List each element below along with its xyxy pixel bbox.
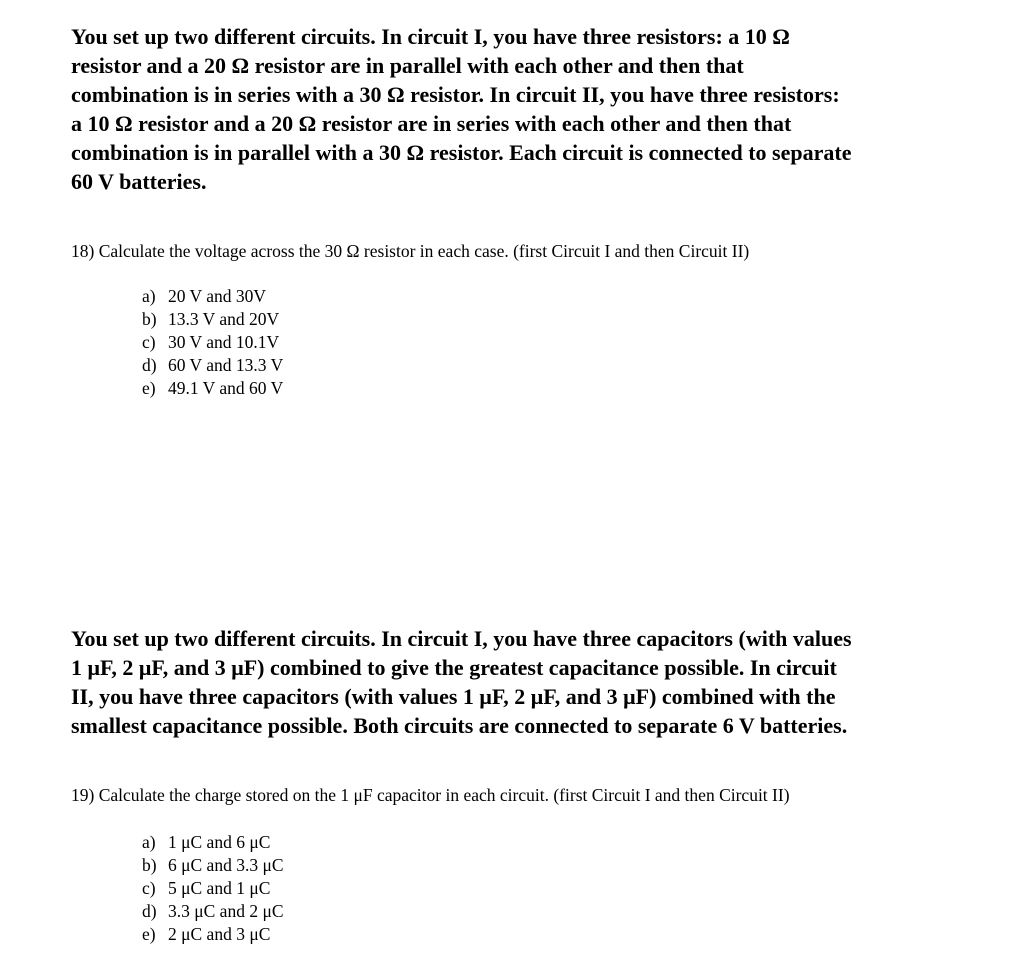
choice-letter: b) — [142, 855, 157, 875]
choice-item[interactable] — [142, 923, 284, 946]
choice-letter: a) — [142, 832, 156, 852]
choice-item[interactable] — [142, 308, 283, 331]
choice-letter: e) — [142, 924, 156, 944]
question-19 — [71, 784, 790, 806]
choice-item[interactable] — [142, 331, 283, 354]
question-18-text: 18) Calculate the voltage across the 30 Ω resistor in each case. (first Circuit I and then Circuit II) — [71, 241, 750, 261]
prompt-line: combination is in series with a 30 Ω resistor. In circuit II, you have three resistors: — [71, 82, 840, 107]
choice-text: 13.3 V and 20V — [168, 309, 280, 329]
question-19-text: 19) Calculate the charge stored on the 1 μF capacitor in each circuit. (first Circuit I and then Circuit II) — [71, 785, 790, 805]
choice-item[interactable] — [142, 854, 284, 877]
choice-text: 3.3 μC and 2 μC — [168, 901, 284, 921]
choice-text: 30 V and 10.1V — [168, 332, 280, 352]
prompt-line: II, you have three capacitors (with values 1 μF, 2 μF, and 3 μF) combined with the — [71, 684, 836, 709]
choice-item[interactable] — [142, 377, 283, 400]
choice-text: 2 μC and 3 μC — [168, 924, 271, 944]
choice-item[interactable] — [142, 285, 283, 308]
choice-letter: e) — [142, 378, 156, 398]
choice-text: 1 μC and 6 μC — [168, 832, 271, 852]
choice-letter: d) — [142, 355, 157, 375]
prompt-line: You set up two different circuits. In circuit I, you have three capacitors (with values — [71, 626, 852, 651]
choice-text: 20 V and 30V — [168, 286, 267, 306]
prompt-line: resistor and a 20 Ω resistor are in parallel with each other and then that — [71, 53, 744, 78]
choice-letter: c) — [142, 332, 156, 352]
prompt-line: a 10 Ω resistor and a 20 Ω resistor are in series with each other and then that — [71, 111, 792, 136]
question-19-choices — [142, 831, 284, 946]
problem-2-prompt — [71, 624, 852, 740]
choice-item[interactable] — [142, 877, 284, 900]
prompt-line: 1 μF, 2 μF, and 3 μF) combined to give the greatest capacitance possible. In circuit — [71, 655, 837, 680]
question-18-choices — [142, 285, 283, 400]
prompt-line: You set up two different circuits. In circuit I, you have three resistors: a 10 Ω — [71, 24, 790, 49]
choice-text: 49.1 V and 60 V — [168, 378, 284, 398]
choice-item[interactable] — [142, 831, 284, 854]
question-18 — [71, 240, 749, 262]
choice-letter: c) — [142, 878, 156, 898]
choice-text: 6 μC and 3.3 μC — [168, 855, 284, 875]
choice-letter: b) — [142, 309, 157, 329]
prompt-line: smallest capacitance possible. Both circuits are connected to separate 6 V batteries. — [71, 713, 848, 738]
choice-text: 60 V and 13.3 V — [168, 355, 284, 375]
choice-letter: d) — [142, 901, 157, 921]
choice-text: 5 μC and 1 μC — [168, 878, 271, 898]
choice-letter: a) — [142, 286, 156, 306]
problem-1-prompt — [71, 22, 851, 196]
choice-item[interactable] — [142, 354, 283, 377]
prompt-line: combination is in parallel with a 30 Ω resistor. Each circuit is connected to separate — [71, 140, 852, 165]
choice-item[interactable] — [142, 900, 284, 923]
prompt-line: 60 V batteries. — [71, 169, 207, 194]
